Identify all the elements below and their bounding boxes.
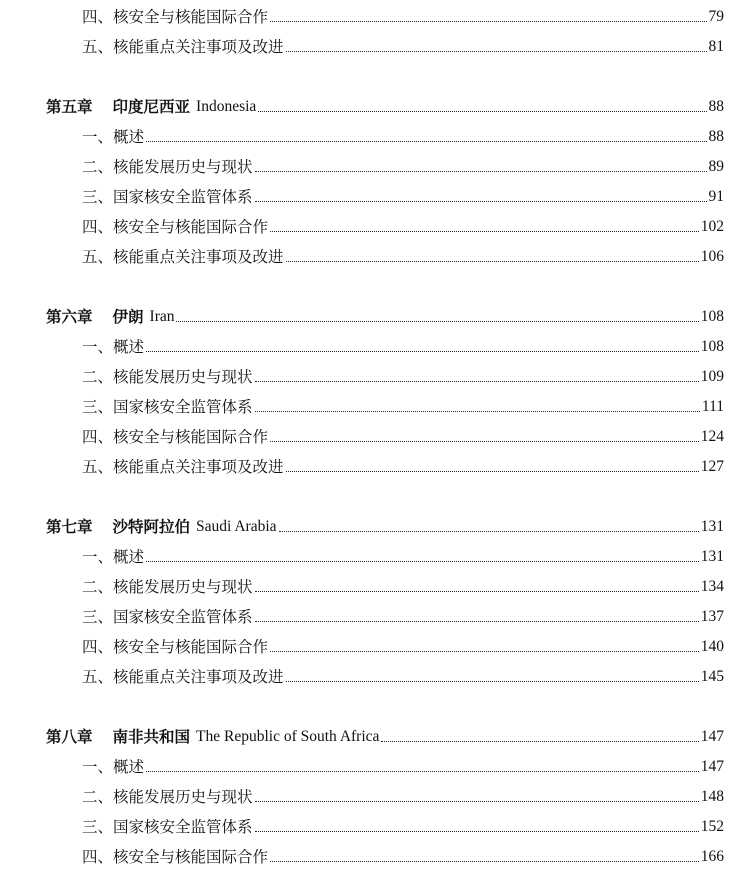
- toc-entry[interactable]: [82, 126, 724, 148]
- dot-leader: [270, 651, 699, 652]
- toc-section-label: 二、核能发展历史与现状: [82, 158, 253, 176]
- toc-entry[interactable]: [82, 576, 724, 598]
- toc-section-label: 一、概述: [82, 128, 145, 146]
- toc-page-number: 81: [708, 38, 724, 55]
- toc-section-label: 二、核能发展历史与现状: [82, 788, 253, 806]
- toc-page-number: 88: [708, 98, 724, 115]
- toc-page-number: 147: [700, 728, 724, 745]
- toc-page-number: 106: [700, 248, 724, 265]
- dot-leader: [255, 621, 699, 622]
- chapter-title: 沙特阿拉伯: [112, 517, 191, 536]
- toc-section-label: 四、核安全与核能国际合作: [82, 848, 269, 866]
- toc-entry[interactable]: [82, 456, 724, 478]
- toc-page-number: 137: [700, 608, 724, 625]
- dot-leader: [270, 861, 699, 862]
- toc-page-number: 140: [700, 638, 724, 655]
- toc-page-number: 89: [708, 158, 724, 175]
- toc-section-label: 三、国家核安全监管体系: [82, 818, 253, 836]
- toc-chapter-entry[interactable]: [46, 96, 724, 118]
- dot-leader: [255, 831, 699, 832]
- toc-section-label: 五、核能重点关注事项及改进: [82, 248, 284, 266]
- toc-entry[interactable]: [82, 246, 724, 268]
- dot-leader: [258, 111, 706, 112]
- toc-entry[interactable]: [82, 606, 724, 628]
- toc-page-number: 131: [700, 518, 724, 535]
- toc-page-number: 108: [700, 308, 724, 325]
- toc-page-number: 88: [708, 128, 724, 145]
- dot-leader: [286, 261, 699, 262]
- dot-leader: [255, 591, 699, 592]
- dot-leader: [286, 51, 707, 52]
- toc-entry[interactable]: [82, 366, 724, 388]
- chapter-title-en: Saudi Arabia: [196, 518, 277, 535]
- dot-leader: [255, 381, 699, 382]
- toc-section-label: 二、核能发展历史与现状: [82, 578, 253, 596]
- toc-entry[interactable]: [82, 186, 724, 208]
- toc-page-number: 79: [708, 8, 724, 25]
- toc-page-number: 102: [700, 218, 724, 235]
- dot-leader: [255, 171, 707, 172]
- toc-entry[interactable]: [82, 156, 724, 178]
- toc-entry[interactable]: [82, 336, 724, 358]
- toc-entry[interactable]: [82, 756, 724, 778]
- chapter-title-en: The Republic of South Africa: [196, 728, 380, 745]
- toc-section-label: 四、核安全与核能国际合作: [82, 218, 269, 236]
- toc-page-number: 111: [701, 398, 724, 415]
- chapter-title: 南非共和国: [112, 727, 191, 746]
- chapter-number: 第六章: [46, 307, 93, 326]
- dot-leader: [146, 561, 699, 562]
- toc-section-label: 五、核能重点关注事项及改进: [82, 668, 284, 686]
- dot-leader: [255, 411, 700, 412]
- dot-leader: [270, 21, 706, 22]
- toc-entry[interactable]: [82, 816, 724, 838]
- toc-page-number: 134: [700, 578, 724, 595]
- toc-section-label: 五、核能重点关注事项及改进: [82, 458, 284, 476]
- dot-leader: [146, 351, 699, 352]
- toc-section-label: 一、概述: [82, 338, 145, 356]
- toc-entry[interactable]: [82, 396, 724, 418]
- dot-leader: [381, 741, 698, 742]
- toc-section-label: 一、概述: [82, 758, 145, 776]
- toc-section-label: 四、核安全与核能国际合作: [82, 8, 269, 26]
- dot-leader: [146, 141, 706, 142]
- dot-leader: [176, 321, 698, 322]
- toc-entry[interactable]: [82, 666, 724, 688]
- toc-entry[interactable]: [82, 786, 724, 808]
- toc-page-number: 147: [700, 758, 724, 775]
- toc-page-number: 148: [700, 788, 724, 805]
- chapter-title-en: Iran: [149, 308, 175, 325]
- toc-section-label: 二、核能发展历史与现状: [82, 368, 253, 386]
- toc-section-label: 三、国家核安全监管体系: [82, 398, 253, 416]
- chapter-title: 印度尼西亚: [112, 97, 191, 116]
- chapter-title: 伊朗: [112, 307, 144, 326]
- chapter-number: 第五章: [46, 97, 93, 116]
- toc-entry[interactable]: [82, 546, 724, 568]
- dot-leader: [255, 201, 707, 202]
- chapter-number: 第七章: [46, 517, 93, 536]
- toc-chapter-entry[interactable]: [46, 726, 724, 748]
- toc-section-label: 四、核安全与核能国际合作: [82, 428, 269, 446]
- toc-entry[interactable]: [82, 426, 724, 448]
- dot-leader: [279, 531, 699, 532]
- toc-page-number: 127: [700, 458, 724, 475]
- dot-leader: [270, 441, 699, 442]
- toc-chapter-entry[interactable]: [46, 516, 724, 538]
- dot-leader: [146, 771, 699, 772]
- toc-page-number: 91: [708, 188, 724, 205]
- toc-entry[interactable]: [82, 216, 724, 238]
- dot-leader: [255, 801, 699, 802]
- toc-page-number: 109: [700, 368, 724, 385]
- toc-section-label: 四、核安全与核能国际合作: [82, 638, 269, 656]
- toc-section-label: 五、核能重点关注事项及改进: [82, 38, 284, 56]
- toc-entry[interactable]: [82, 6, 724, 28]
- toc-entry[interactable]: [82, 36, 724, 58]
- toc-page-number: 145: [700, 668, 724, 685]
- toc-page-number: 152: [700, 818, 724, 835]
- toc-page-number: 108: [700, 338, 724, 355]
- toc-page-number: 131: [700, 548, 724, 565]
- toc-entry[interactable]: [82, 846, 724, 868]
- toc-section-label: 三、国家核安全监管体系: [82, 608, 253, 626]
- toc-entry[interactable]: [82, 636, 724, 658]
- dot-leader: [270, 231, 699, 232]
- dot-leader: [286, 471, 699, 472]
- toc-page-number: 166: [700, 848, 724, 865]
- chapter-title-en: Indonesia: [196, 98, 257, 115]
- toc-chapter-entry[interactable]: [46, 306, 724, 328]
- toc-page-number: 124: [700, 428, 724, 445]
- chapter-number: 第八章: [46, 727, 93, 746]
- toc-section-label: 三、国家核安全监管体系: [82, 188, 253, 206]
- toc-section-label: 一、概述: [82, 548, 145, 566]
- dot-leader: [286, 681, 699, 682]
